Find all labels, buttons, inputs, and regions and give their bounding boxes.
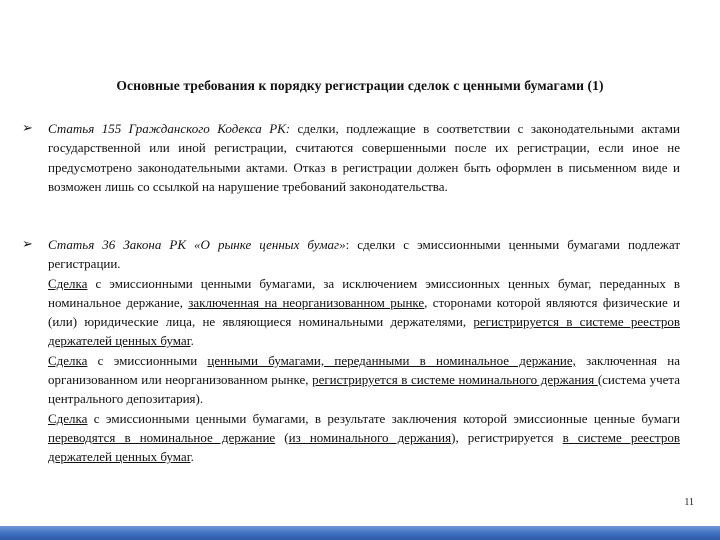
law-intro-text: : сделки с эмиссионными ценными бумагами подлежат регистрации.: [48, 237, 680, 272]
slide-title: Основные требования к порядку регистрации сделок с ценными бумагами (1): [116, 78, 604, 93]
footer-bar: [0, 526, 720, 540]
civil-code-text: сделки, подлежащие в соответствии с законодательными актами государственной или иной регистрации, считаются совершенными после их регистрации, если иное не предусмотрено законодательными актами. Отказ в регистрации должен быть оформлен в письменном виде и возможен лишь со ссылкой на нарушение требований законодательства.: [48, 121, 680, 194]
civil-code-article: Статья 155 Гражданского Кодекса РК:: [48, 121, 291, 136]
rule-paragraph-1: Сделка с эмиссионными ценными бумагами, за исключением эмиссионных ценных бумаг, переданных в номинальное держание, заключенная на неорганизованном рынке, сторонами которой являются физические и (или) юридические лица, не являющиеся номинальными держателями, регистрируется в системе реестров держателей ценных бумаг.: [48, 275, 681, 349]
rule-paragraph-2: Сделка с эмиссионными ценными бумагами, переданными в номинальное держание, заключенная на организованном или неорганизованном рынке, регистрируется в системе номинального держания (система учета центрального депозитария).: [48, 352, 681, 407]
rule-paragraph-3: Сделка с эмиссионными ценными бумагами, в результате заключения которой эмиссионные ценные бумаги переводятся в номинальное держание (из номинального держания), регистрируется в системе реестров держателей ценных бумаг.: [48, 410, 680, 465]
arrow-bullet-icon: ➢: [22, 121, 33, 136]
page-number: 11: [684, 497, 694, 508]
arrow-bullet-icon: ➢: [22, 237, 33, 252]
bullet-civil-code: [48, 119, 680, 196]
law-article: Статья 36 Закона РК «О рынке ценных бумаг»: [48, 237, 346, 252]
bullet-securities-law: [48, 235, 680, 467]
